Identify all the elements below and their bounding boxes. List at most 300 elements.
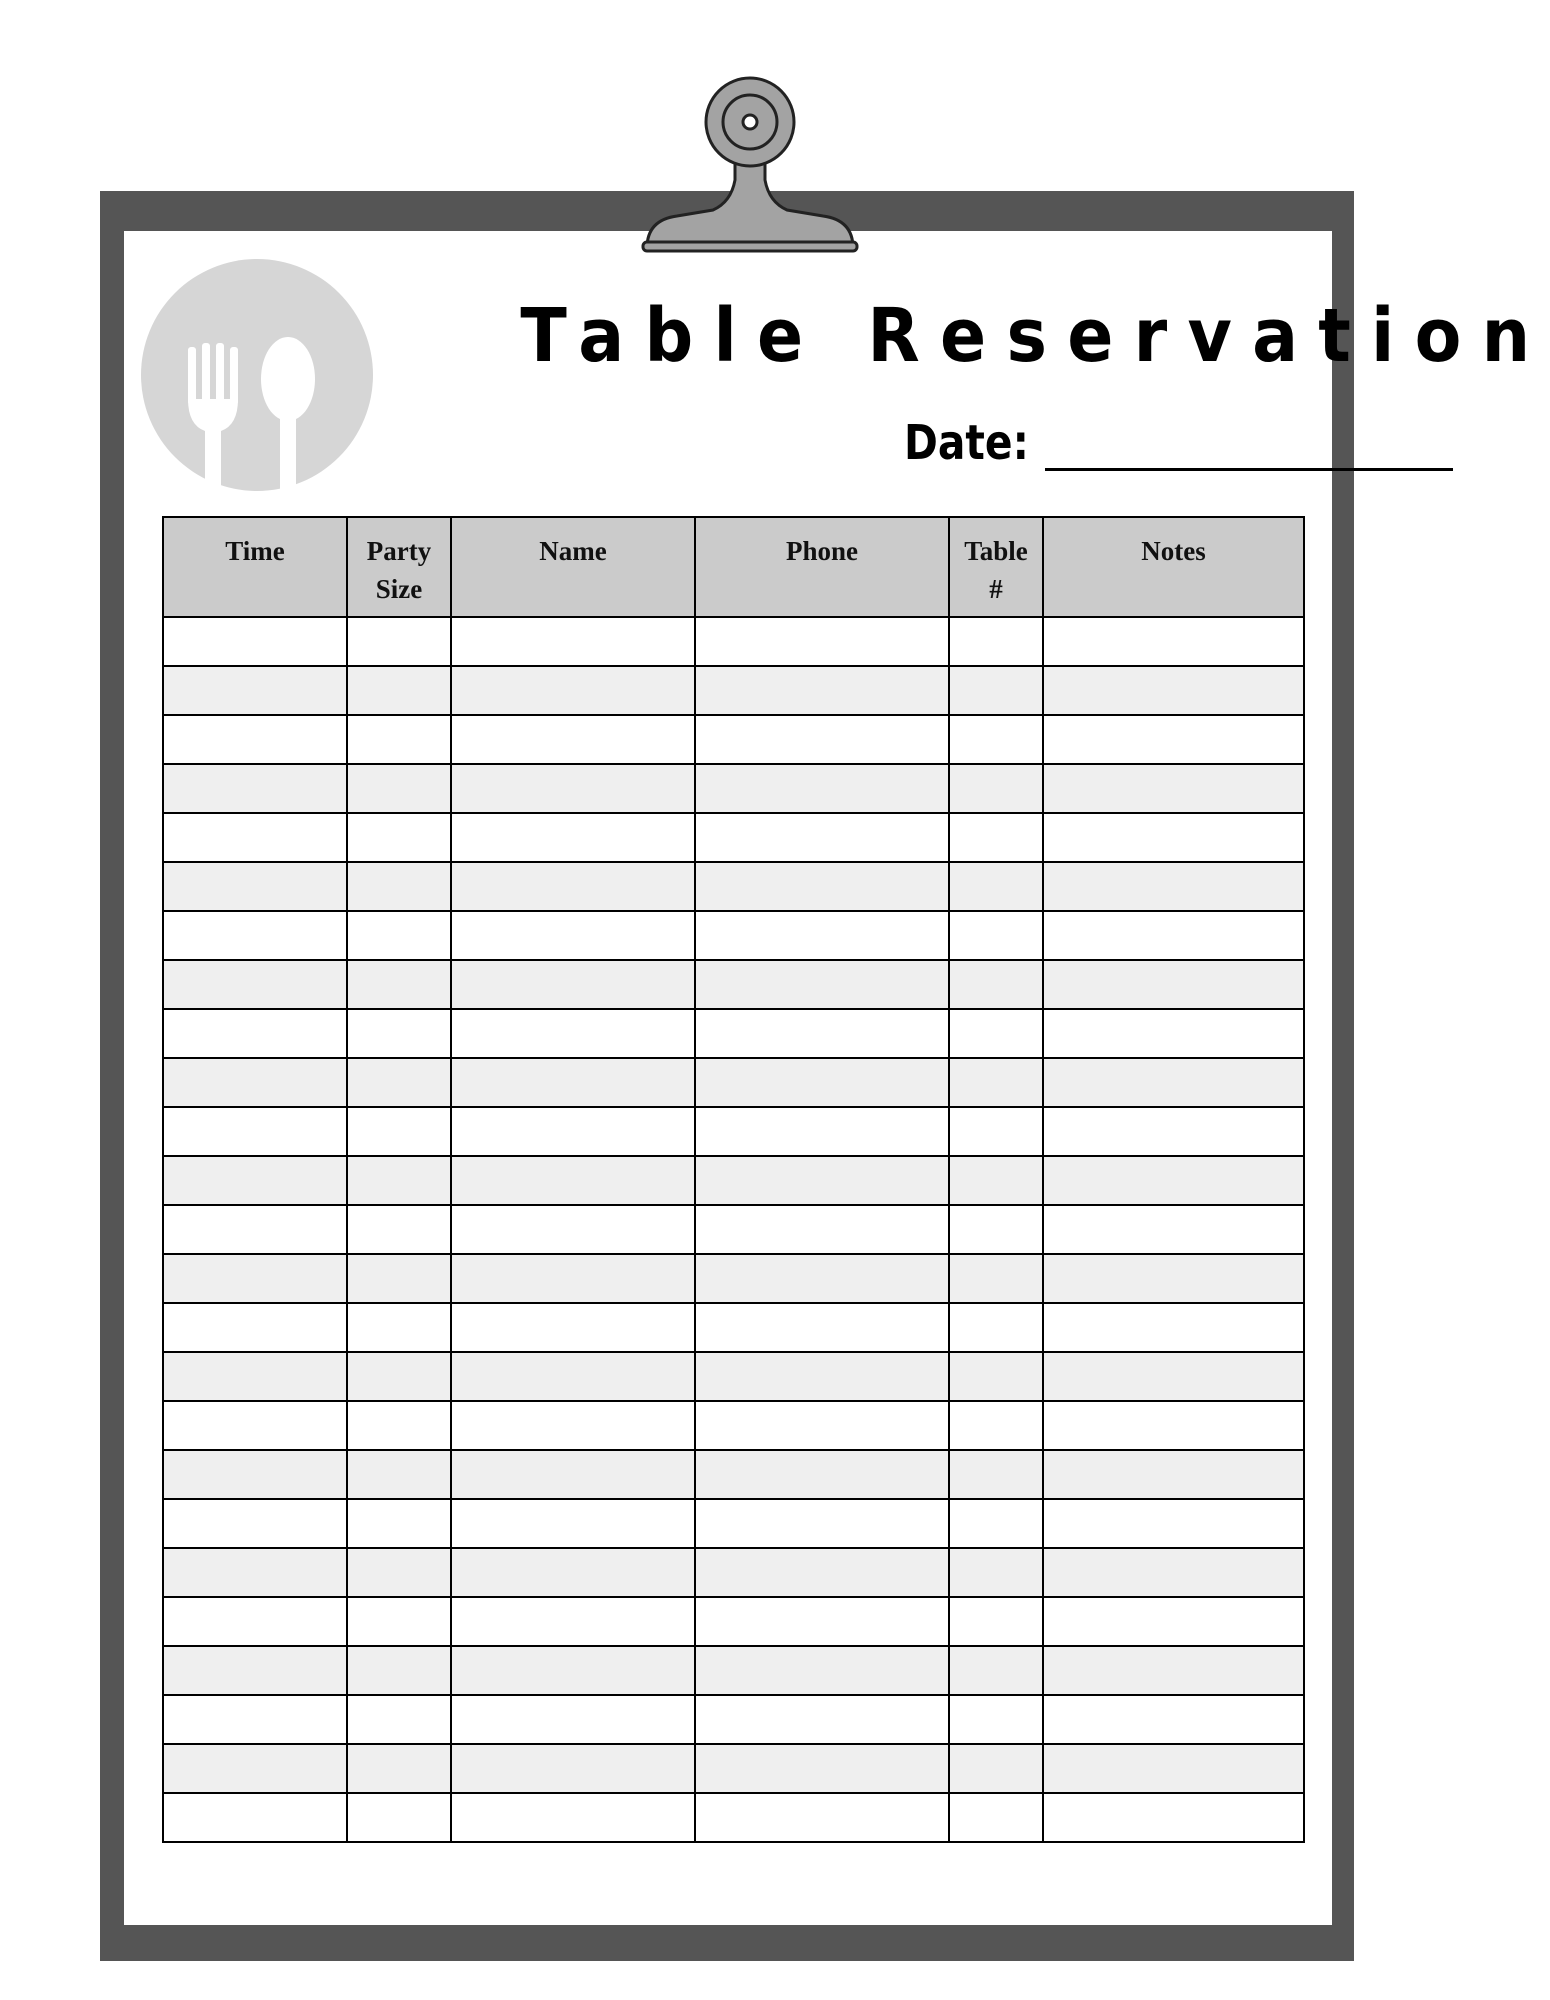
- time-input[interactable]: [164, 961, 346, 1008]
- cell-table-number: [949, 1352, 1043, 1401]
- cell-phone: [695, 813, 949, 862]
- cell-phone: [695, 715, 949, 764]
- cell-phone: [695, 1303, 949, 1352]
- cell-time: [163, 1352, 347, 1401]
- table-row: [163, 1695, 1304, 1744]
- cell-time: [163, 1254, 347, 1303]
- table-number-input[interactable]: [950, 1353, 1042, 1400]
- cell-time: [163, 1548, 347, 1597]
- cell-time: [163, 1744, 347, 1793]
- table-number-input[interactable]: [950, 1108, 1042, 1155]
- cell-phone: [695, 1695, 949, 1744]
- cell-party-size: [347, 911, 451, 960]
- notes-input[interactable]: [1044, 1059, 1303, 1106]
- cell-phone: [695, 1009, 949, 1058]
- time-input[interactable]: [164, 814, 346, 861]
- party-size-input[interactable]: [348, 1304, 450, 1351]
- table-number-input[interactable]: [950, 1059, 1042, 1106]
- phone-input[interactable]: [696, 1010, 948, 1057]
- party-size-input[interactable]: [348, 1010, 450, 1057]
- cell-phone: [695, 862, 949, 911]
- table-number-input[interactable]: [950, 1304, 1042, 1351]
- cell-time: [163, 1450, 347, 1499]
- table-number-input[interactable]: [950, 765, 1042, 812]
- reservation-rows: [163, 617, 1304, 1842]
- table-row: [163, 960, 1304, 1009]
- notes-input[interactable]: [1044, 912, 1303, 959]
- cell-phone: [695, 1793, 949, 1842]
- name-input[interactable]: [452, 1647, 694, 1694]
- name-input[interactable]: [452, 1794, 694, 1841]
- cell-name: [451, 1058, 695, 1107]
- cell-party-size: [347, 1646, 451, 1695]
- party-size-input[interactable]: [348, 1108, 450, 1155]
- cell-table-number: [949, 715, 1043, 764]
- notes-input[interactable]: [1044, 1647, 1303, 1694]
- table-row: [163, 1254, 1304, 1303]
- column-header-name: Name: [451, 517, 695, 617]
- cell-time: [163, 960, 347, 1009]
- cell-party-size: [347, 1450, 451, 1499]
- table-row: [163, 813, 1304, 862]
- page-title: Table Reservation: [520, 293, 1550, 379]
- cell-name: [451, 1107, 695, 1156]
- cell-phone: [695, 1646, 949, 1695]
- table-row: [163, 1352, 1304, 1401]
- cell-table-number: [949, 1303, 1043, 1352]
- cell-phone: [695, 666, 949, 715]
- phone-input[interactable]: [696, 1402, 948, 1449]
- party-size-input[interactable]: [348, 1451, 450, 1498]
- phone-input[interactable]: [696, 1598, 948, 1645]
- cell-table-number: [949, 1450, 1043, 1499]
- cell-name: [451, 1548, 695, 1597]
- cell-time: [163, 764, 347, 813]
- table-row: [163, 1009, 1304, 1058]
- notes-input[interactable]: [1044, 1157, 1303, 1204]
- date-field[interactable]: [1045, 427, 1453, 471]
- column-header-phone: Phone: [695, 517, 949, 617]
- phone-input[interactable]: [696, 1353, 948, 1400]
- party-size-input[interactable]: [348, 1500, 450, 1547]
- name-input[interactable]: [452, 1010, 694, 1057]
- cell-phone: [695, 1450, 949, 1499]
- cell-name: [451, 911, 695, 960]
- time-input[interactable]: [164, 1500, 346, 1547]
- phone-input[interactable]: [696, 1157, 948, 1204]
- name-input[interactable]: [452, 1598, 694, 1645]
- cell-table-number: [949, 1646, 1043, 1695]
- party-size-input[interactable]: [348, 1794, 450, 1841]
- table-number-input[interactable]: [950, 863, 1042, 910]
- cell-time: [163, 1793, 347, 1842]
- phone-input[interactable]: [696, 961, 948, 1008]
- name-input[interactable]: [452, 667, 694, 714]
- cell-phone: [695, 1156, 949, 1205]
- notes-input[interactable]: [1044, 863, 1303, 910]
- party-size-input[interactable]: [348, 1255, 450, 1302]
- cell-name: [451, 960, 695, 1009]
- notes-input[interactable]: [1044, 1010, 1303, 1057]
- party-size-input[interactable]: [348, 716, 450, 763]
- name-input[interactable]: [452, 912, 694, 959]
- cell-name: [451, 1597, 695, 1646]
- party-size-input[interactable]: [348, 765, 450, 812]
- cell-notes: [1043, 1793, 1304, 1842]
- date-label: Date:: [904, 415, 1029, 471]
- name-input[interactable]: [452, 814, 694, 861]
- cell-party-size: [347, 617, 451, 666]
- cell-table-number: [949, 960, 1043, 1009]
- cell-party-size: [347, 960, 451, 1009]
- time-input[interactable]: [164, 765, 346, 812]
- cell-phone: [695, 1499, 949, 1548]
- cell-name: [451, 1646, 695, 1695]
- notes-input[interactable]: [1044, 1745, 1303, 1792]
- cell-table-number: [949, 1597, 1043, 1646]
- cell-notes: [1043, 813, 1304, 862]
- cell-notes: [1043, 1058, 1304, 1107]
- time-input[interactable]: [164, 863, 346, 910]
- cell-name: [451, 1156, 695, 1205]
- party-size-input[interactable]: [348, 912, 450, 959]
- cell-time: [163, 1695, 347, 1744]
- phone-input[interactable]: [696, 1059, 948, 1106]
- cell-table-number: [949, 1205, 1043, 1254]
- cell-party-size: [347, 1205, 451, 1254]
- table-row: [163, 1205, 1304, 1254]
- table-number-input[interactable]: [950, 1598, 1042, 1645]
- notes-input[interactable]: [1044, 814, 1303, 861]
- phone-input[interactable]: [696, 667, 948, 714]
- cell-notes: [1043, 1499, 1304, 1548]
- cell-notes: [1043, 1597, 1304, 1646]
- notes-input[interactable]: [1044, 1108, 1303, 1155]
- time-input[interactable]: [164, 667, 346, 714]
- cell-time: [163, 1597, 347, 1646]
- notes-input[interactable]: [1044, 1500, 1303, 1547]
- cell-party-size: [347, 1548, 451, 1597]
- table-row: [163, 862, 1304, 911]
- time-input[interactable]: [164, 1598, 346, 1645]
- party-size-input[interactable]: [348, 814, 450, 861]
- clipboard-board: [100, 191, 1550, 1961]
- notes-input[interactable]: [1044, 716, 1303, 763]
- cell-table-number: [949, 1793, 1043, 1842]
- cell-table-number: [949, 764, 1043, 813]
- table-row: [163, 666, 1304, 715]
- cell-party-size: [347, 1303, 451, 1352]
- cell-time: [163, 617, 347, 666]
- name-input[interactable]: [452, 1500, 694, 1547]
- cell-table-number: [949, 813, 1043, 862]
- notes-input[interactable]: [1044, 1451, 1303, 1498]
- cell-table-number: [949, 862, 1043, 911]
- table-number-input[interactable]: [950, 1206, 1042, 1253]
- cell-notes: [1043, 1450, 1304, 1499]
- cell-table-number: [949, 1499, 1043, 1548]
- table-row: [163, 715, 1304, 764]
- time-input[interactable]: [164, 1647, 346, 1694]
- name-input[interactable]: [452, 716, 694, 763]
- time-input[interactable]: [164, 1255, 346, 1302]
- table-row: [163, 1107, 1304, 1156]
- reservation-table: [162, 516, 1305, 1843]
- cell-phone: [695, 1744, 949, 1793]
- cell-table-number: [949, 1695, 1043, 1744]
- cell-name: [451, 1793, 695, 1842]
- table-number-input[interactable]: [950, 1451, 1042, 1498]
- name-input[interactable]: [452, 961, 694, 1008]
- notes-input[interactable]: [1044, 765, 1303, 812]
- name-input[interactable]: [452, 1745, 694, 1792]
- cell-notes: [1043, 1107, 1304, 1156]
- column-header-party-size: Party Size: [347, 517, 451, 617]
- table-number-input[interactable]: [950, 1255, 1042, 1302]
- table-row: [163, 1401, 1304, 1450]
- cell-notes: [1043, 1254, 1304, 1303]
- cell-phone: [695, 1548, 949, 1597]
- cell-party-size: [347, 1793, 451, 1842]
- name-input[interactable]: [452, 1353, 694, 1400]
- name-input[interactable]: [452, 1402, 694, 1449]
- cell-party-size: [347, 1352, 451, 1401]
- cell-table-number: [949, 666, 1043, 715]
- party-size-input[interactable]: [348, 1696, 450, 1743]
- cell-party-size: [347, 1254, 451, 1303]
- name-input[interactable]: [452, 1157, 694, 1204]
- party-size-input[interactable]: [348, 618, 450, 665]
- table-number-input[interactable]: [950, 1402, 1042, 1449]
- cell-notes: [1043, 617, 1304, 666]
- cell-table-number: [949, 1254, 1043, 1303]
- cell-phone: [695, 1597, 949, 1646]
- cell-table-number: [949, 1156, 1043, 1205]
- cell-time: [163, 666, 347, 715]
- table-row: [163, 1303, 1304, 1352]
- time-input[interactable]: [164, 1010, 346, 1057]
- phone-input[interactable]: [696, 1255, 948, 1302]
- phone-input[interactable]: [696, 912, 948, 959]
- notes-input[interactable]: [1044, 1353, 1303, 1400]
- cell-phone: [695, 1205, 949, 1254]
- cell-phone: [695, 1107, 949, 1156]
- phone-input[interactable]: [696, 814, 948, 861]
- party-size-input[interactable]: [348, 1402, 450, 1449]
- table-row: [163, 1744, 1304, 1793]
- table-number-input[interactable]: [950, 667, 1042, 714]
- phone-input[interactable]: [696, 863, 948, 910]
- table-row: [163, 1499, 1304, 1548]
- cell-name: [451, 1303, 695, 1352]
- cell-name: [451, 1744, 695, 1793]
- party-size-input[interactable]: [348, 1647, 450, 1694]
- party-size-input[interactable]: [348, 1206, 450, 1253]
- name-input[interactable]: [452, 1255, 694, 1302]
- party-size-input[interactable]: [348, 667, 450, 714]
- cell-phone: [695, 764, 949, 813]
- table-number-input[interactable]: [950, 1549, 1042, 1596]
- notes-input[interactable]: [1044, 1549, 1303, 1596]
- cell-table-number: [949, 911, 1043, 960]
- time-input[interactable]: [164, 1549, 346, 1596]
- party-size-input[interactable]: [348, 1745, 450, 1792]
- table-number-input[interactable]: [950, 1745, 1042, 1792]
- time-input[interactable]: [164, 1304, 346, 1351]
- notes-input[interactable]: [1044, 1696, 1303, 1743]
- phone-input[interactable]: [696, 1451, 948, 1498]
- name-input[interactable]: [452, 765, 694, 812]
- time-input[interactable]: [164, 618, 346, 665]
- cell-time: [163, 1401, 347, 1450]
- date-row: [904, 409, 1292, 471]
- notes-input[interactable]: [1044, 961, 1303, 1008]
- cell-party-size: [347, 1107, 451, 1156]
- party-size-input[interactable]: [348, 1549, 450, 1596]
- cell-name: [451, 1205, 695, 1254]
- table-number-input[interactable]: [950, 1500, 1042, 1547]
- table-number-input[interactable]: [950, 1794, 1042, 1841]
- cell-notes: [1043, 1548, 1304, 1597]
- party-size-input[interactable]: [348, 1059, 450, 1106]
- party-size-input[interactable]: [348, 1598, 450, 1645]
- name-input[interactable]: [452, 618, 694, 665]
- party-size-input[interactable]: [348, 961, 450, 1008]
- party-size-input[interactable]: [348, 1353, 450, 1400]
- time-input[interactable]: [164, 912, 346, 959]
- phone-input[interactable]: [696, 1745, 948, 1792]
- cell-notes: [1043, 1646, 1304, 1695]
- phone-input[interactable]: [696, 716, 948, 763]
- table-row: [163, 1548, 1304, 1597]
- name-input[interactable]: [452, 863, 694, 910]
- cell-notes: [1043, 764, 1304, 813]
- table-number-input[interactable]: [950, 1010, 1042, 1057]
- phone-input[interactable]: [696, 618, 948, 665]
- party-size-input[interactable]: [348, 1157, 450, 1204]
- cell-party-size: [347, 862, 451, 911]
- table-number-input[interactable]: [950, 814, 1042, 861]
- cell-phone: [695, 617, 949, 666]
- table-number-input[interactable]: [950, 961, 1042, 1008]
- table-number-input[interactable]: [950, 1157, 1042, 1204]
- time-input[interactable]: [164, 1745, 346, 1792]
- table-row: [163, 1646, 1304, 1695]
- cell-party-size: [347, 1744, 451, 1793]
- notes-input[interactable]: [1044, 618, 1303, 665]
- cell-time: [163, 1107, 347, 1156]
- time-input[interactable]: [164, 1402, 346, 1449]
- notes-input[interactable]: [1044, 1794, 1303, 1841]
- cell-phone: [695, 911, 949, 960]
- table-number-input[interactable]: [950, 1696, 1042, 1743]
- notes-input[interactable]: [1044, 1598, 1303, 1645]
- table-row: [163, 1058, 1304, 1107]
- cell-party-size: [347, 1058, 451, 1107]
- cell-notes: [1043, 1303, 1304, 1352]
- cell-name: [451, 813, 695, 862]
- notes-input[interactable]: [1044, 1304, 1303, 1351]
- time-input[interactable]: [164, 1059, 346, 1106]
- time-input[interactable]: [164, 1794, 346, 1841]
- cell-party-size: [347, 1695, 451, 1744]
- cell-notes: [1043, 715, 1304, 764]
- time-input[interactable]: [164, 1696, 346, 1743]
- notes-input[interactable]: [1044, 667, 1303, 714]
- phone-input[interactable]: [696, 1304, 948, 1351]
- cell-notes: [1043, 911, 1304, 960]
- cell-time: [163, 1058, 347, 1107]
- table-number-input[interactable]: [950, 716, 1042, 763]
- name-input[interactable]: [452, 1304, 694, 1351]
- notes-input[interactable]: [1044, 1402, 1303, 1449]
- notes-input[interactable]: [1044, 1255, 1303, 1302]
- cell-name: [451, 1254, 695, 1303]
- table-row: [163, 911, 1304, 960]
- party-size-input[interactable]: [348, 863, 450, 910]
- phone-input[interactable]: [696, 765, 948, 812]
- cell-time: [163, 715, 347, 764]
- clipboard-clip-icon: [635, 70, 865, 255]
- table-number-input[interactable]: [950, 618, 1042, 665]
- name-input[interactable]: [452, 1108, 694, 1155]
- table-row: [163, 1597, 1304, 1646]
- cell-name: [451, 1009, 695, 1058]
- name-input[interactable]: [452, 1549, 694, 1596]
- phone-input[interactable]: [696, 1794, 948, 1841]
- table-number-input[interactable]: [950, 912, 1042, 959]
- cell-table-number: [949, 1107, 1043, 1156]
- time-input[interactable]: [164, 1451, 346, 1498]
- cell-notes: [1043, 1695, 1304, 1744]
- phone-input[interactable]: [696, 1108, 948, 1155]
- cell-notes: [1043, 1401, 1304, 1450]
- phone-input[interactable]: [696, 1647, 948, 1694]
- cell-notes: [1043, 862, 1304, 911]
- cell-party-size: [347, 1597, 451, 1646]
- cell-table-number: [949, 1009, 1043, 1058]
- table-row: [163, 1450, 1304, 1499]
- phone-input[interactable]: [696, 1549, 948, 1596]
- cell-name: [451, 1352, 695, 1401]
- cell-notes: [1043, 1352, 1304, 1401]
- time-input[interactable]: [164, 1206, 346, 1253]
- table-row: [163, 617, 1304, 666]
- name-input[interactable]: [452, 1206, 694, 1253]
- name-input[interactable]: [452, 1451, 694, 1498]
- phone-input[interactable]: [696, 1500, 948, 1547]
- cell-phone: [695, 1058, 949, 1107]
- name-input[interactable]: [452, 1696, 694, 1743]
- cell-phone: [695, 1352, 949, 1401]
- time-input[interactable]: [164, 716, 346, 763]
- column-header-notes: Notes: [1043, 517, 1304, 617]
- notes-input[interactable]: [1044, 1206, 1303, 1253]
- table-header-row: [163, 517, 1304, 617]
- cell-table-number: [949, 617, 1043, 666]
- phone-input[interactable]: [696, 1696, 948, 1743]
- time-input[interactable]: [164, 1157, 346, 1204]
- cell-party-size: [347, 1499, 451, 1548]
- table-number-input[interactable]: [950, 1647, 1042, 1694]
- cell-table-number: [949, 1548, 1043, 1597]
- time-input[interactable]: [164, 1353, 346, 1400]
- time-input[interactable]: [164, 1108, 346, 1155]
- name-input[interactable]: [452, 1059, 694, 1106]
- cell-name: [451, 1450, 695, 1499]
- cell-table-number: [949, 1744, 1043, 1793]
- phone-input[interactable]: [696, 1206, 948, 1253]
